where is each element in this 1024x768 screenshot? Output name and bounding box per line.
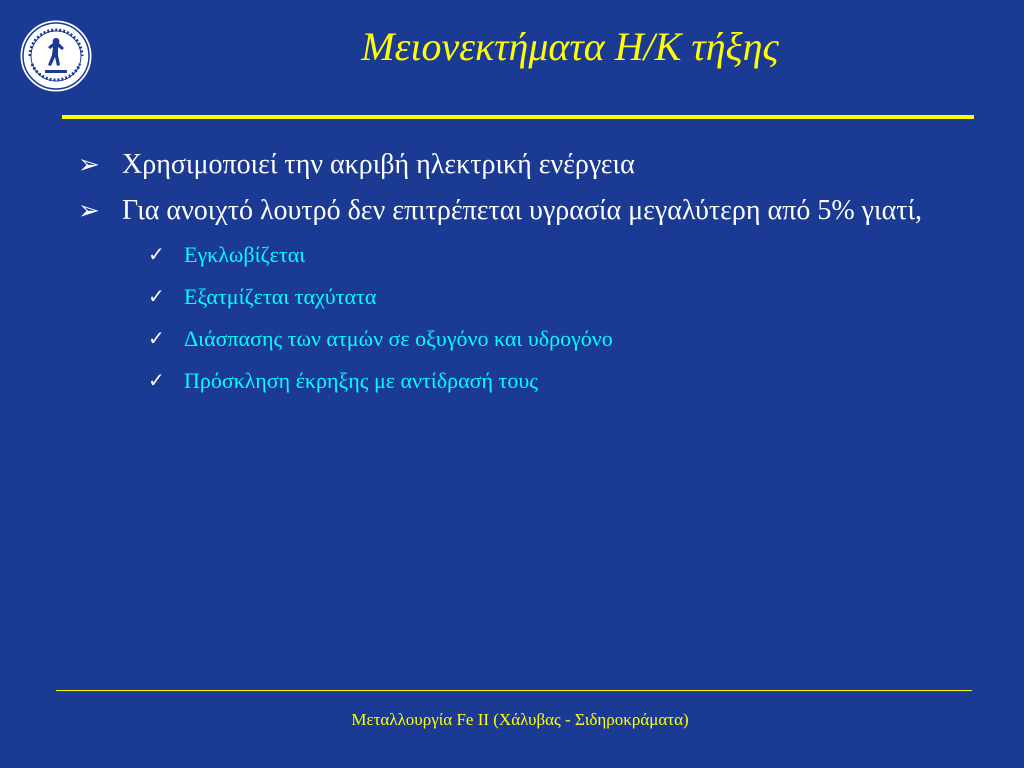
- checkmark-icon: ✓: [148, 286, 165, 308]
- bullet-list: [78, 142, 978, 402]
- sub-bullet-item: [78, 276, 978, 318]
- bullet-text: Για ανοιχτό λουτρό δεν επιτρέπεται υγρασία μεγαλύτερη από 5% γιατί,: [122, 195, 923, 226]
- bullet-item: [78, 142, 978, 188]
- slide-footer: Μεταλλουργία Fe II (Χάλυβας - Σιδηροκράματα): [351, 710, 689, 729]
- footer-divider: [56, 690, 972, 691]
- university-seal-icon: [18, 18, 94, 94]
- sub-bullet-text: Εγκλωβίζεται: [184, 242, 306, 267]
- sub-bullet-item: [78, 234, 978, 276]
- sub-bullet-group: [78, 234, 978, 402]
- bullet-text: Χρησιμοποιεί την ακριβή ηλεκτρική ενέργεια: [122, 149, 635, 180]
- bullet-item: [78, 188, 978, 234]
- slide-title: Μειονεκτήματα Η/Κ τήξης: [361, 24, 779, 69]
- checkmark-icon: ✓: [148, 244, 165, 266]
- arrow-bullet-icon: ➢: [78, 196, 100, 225]
- arrow-bullet-icon: ➢: [78, 150, 100, 179]
- sub-bullet-list: [78, 234, 978, 402]
- sub-bullet-item: [78, 318, 978, 360]
- checkmark-icon: ✓: [148, 328, 165, 350]
- sub-bullet-text: Πρόσκληση έκρηξης με αντίδρασή τους: [184, 368, 538, 393]
- sub-bullet-item: [78, 360, 978, 402]
- title-divider: [62, 115, 974, 119]
- sub-bullet-text: Διάσπασης των ατμών σε οξυγόνο και υδρογόνο: [184, 326, 613, 351]
- checkmark-icon: ✓: [148, 370, 165, 392]
- sub-bullet-text: Εξατμίζεται ταχύτατα: [184, 284, 377, 309]
